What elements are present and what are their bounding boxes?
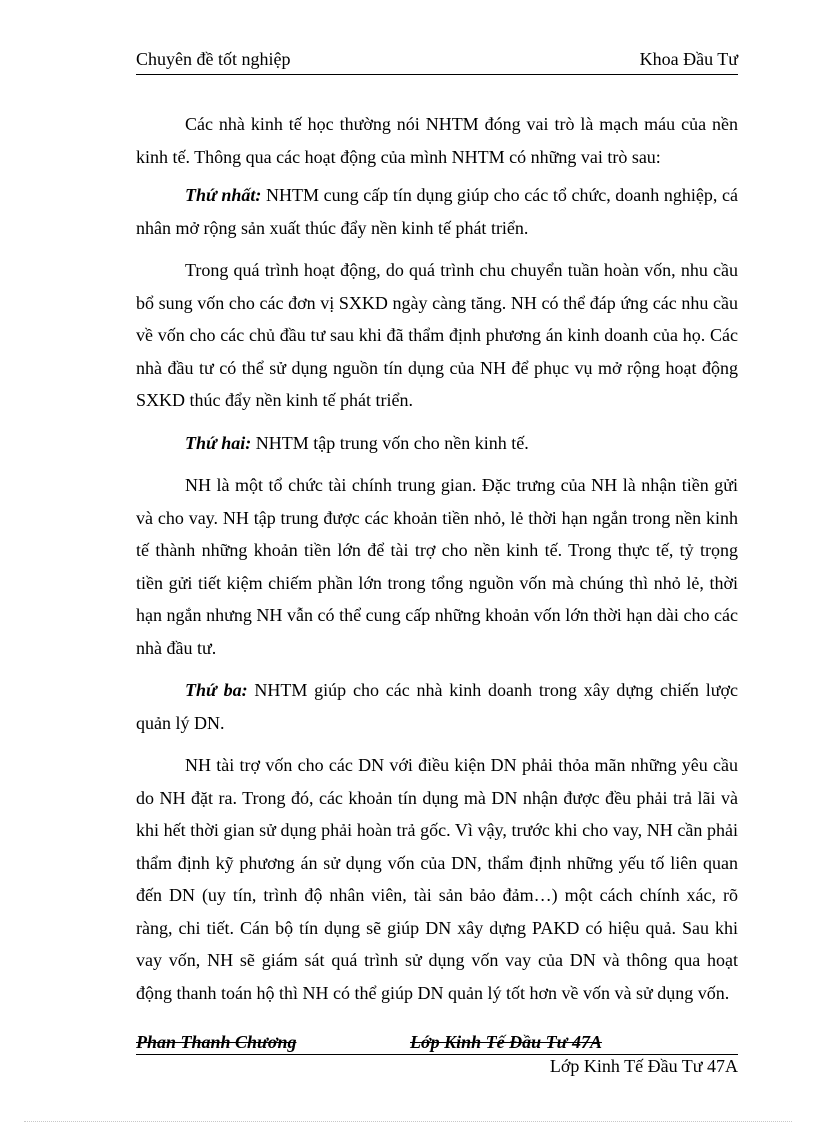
second-role-heading: Thứ hai: (185, 432, 252, 453)
third-role-text: NHTM giúp cho các nhà kinh doanh trong xây dựng chiến lược quản lý DN. (136, 680, 738, 733)
document-body (136, 108, 738, 1019)
third-role-heading: Thứ ba: (185, 680, 248, 700)
paragraph-intro: Các nhà kinh tế học thường nói NHTM đóng vai trò là mạch máu của nền kinh tế. Thông qua các hoạt động của mình NHTM có những vai trò sau: (136, 114, 738, 167)
header-department: Khoa Đầu Tư (639, 49, 738, 69)
second-role-text: NHTM tập trung vốn cho nền kinh tế. (251, 432, 529, 453)
paragraph-financing: NH tài trợ vốn cho các DN với điều kiện DN phải thỏa mãn những yêu cầu do NH đặt ra. Trong đó, các khoản tín dụng mà DN nhận được đều phải trả lãi và khi hết thời gian sử dụng phải hoàn trả gốc. Vì vậy, trước khi cho vay, NH cần phải thẩm định kỹ phương án sử dụng vốn của DN, thẩm định những yếu tố liên quan đến DN (uy tín, trình độ nhân viên, tài sản bảo đảm…) một cách chính xác, rõ ràng, chi tiết. Cán bộ tín dụng sẽ giúp DN xây dựng PAKD có hiệu quả. Sau khi vay vốn, NH sẽ giám sát quá trình sử dụng vốn vay của DN và thông qua hoạt động thanh toán hộ thì NH có thể giúp DN quản lý tốt hơn về vốn và sử dụng vốn. (136, 755, 738, 1003)
paragraph-intermediary: NH là một tổ chức tài chính trung gian. Đặc trưng của NH là nhận tiền gửi và cho vay. NH tập trung được các khoản tiền nhỏ, lẻ thời hạn ngắn trong nền kinh tế thành những khoản tiền lớn để tài trợ cho nền kinh tế. Trong thực tế, tỷ trọng tiền gửi tiết kiệm chiếm phần lớn trong tổng nguồn vốn mà chúng thì nhỏ lẻ, thời hạn ngắn nhưng NH vẫn có thể cung cấp những khoản vốn lớn thời hạn dài cho các nhà đầu tư. (136, 475, 738, 658)
paragraph-capital-cycle: Trong quá trình hoạt động, do quá trình chu chuyển tuần hoàn vốn, nhu cầu bổ sung vốn cho các đơn vị SXKD ngày càng tăng. NH có thể đáp ứng các nhu cầu về vốn cho các chủ đầu tư sau khi đã thẩm định phương án kinh doanh của họ. Các nhà đầu tư có thể sử dụng nguồn tín dụng của NH để phục vụ mở rộng hoạt động SXKD thúc đẩy nền kinh tế phát triển. (136, 260, 738, 410)
page-header (136, 48, 738, 75)
paragraph-first-role (136, 179, 738, 244)
page-footer (136, 1032, 738, 1055)
paragraph-third-role (136, 674, 738, 739)
footer-author: Phan Thanh Chương (136, 1032, 297, 1052)
footer-class: Lớp Kinh Tế Đầu Tư 47A (549, 1056, 738, 1076)
first-role-heading: Thứ nhất: (185, 185, 262, 205)
header-title: Chuyên đề tốt nghiệp (136, 49, 291, 69)
page-bottom-divider (24, 1121, 792, 1122)
first-role-text: NHTM cung cấp tín dụng giúp cho các tổ chức, doanh nghiệp, cá nhân mở rộng sản xuất thúc đẩy nền kinh tế phát triển. (136, 185, 738, 238)
footer-class-struck: Lớp Kinh Tế Đầu Tư 47A (410, 1032, 602, 1052)
paragraph-second-role (136, 427, 738, 460)
